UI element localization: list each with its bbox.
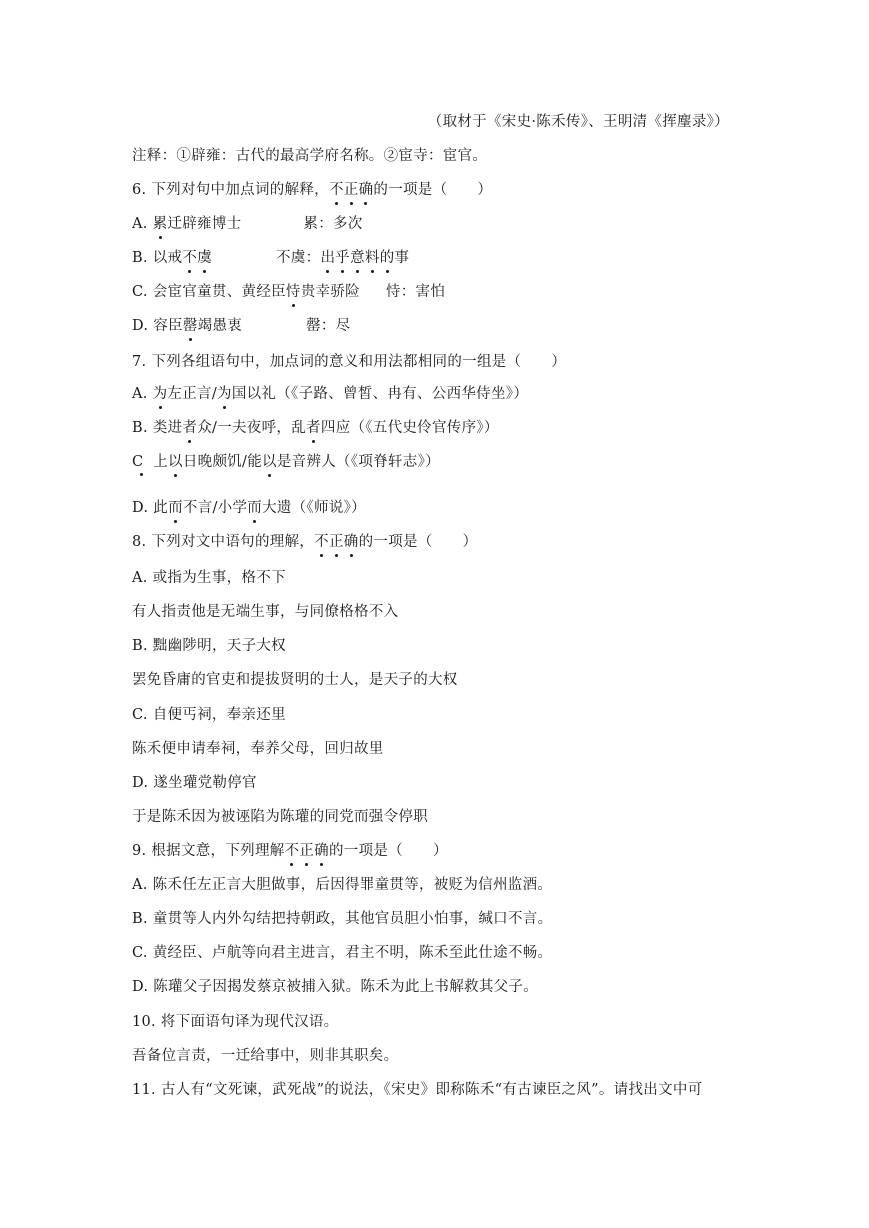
question-8-item-b-reading: 罢免昏庸的官吏和提拔贤明的士人，是天子的大权	[132, 672, 458, 688]
annotation-note: 注释：①辟雍：古代的最高学府名称。②宦寺：宦官。	[132, 148, 488, 164]
question-7-stem: 7. 下列各组语句中，加点词的意义和用法都相同的一组是（ ）	[132, 354, 567, 370]
question-9-option-c: C. 黄经臣、卢航等向君主进言，君主不明，陈禾至此仕途不畅。	[132, 945, 553, 961]
question-9-option-d: D. 陈瓘父子因揭发蔡京被捕入狱。陈禾为此上书解救其父子。	[132, 979, 539, 995]
question-7-option-b: B. 类进者众/一夫夜呼，乱者四应（《五代史伶官传序》）	[132, 420, 499, 436]
question-6-option-d: D. 容臣罄竭愚衷 罄：尽	[132, 318, 351, 334]
question-8-stem: 8. 下列对文中语句的理解，不正确的一项是（ ）	[132, 534, 478, 550]
question-7-option-c: C 上以日晚颇饥/能以是音辨人（《项脊轩志》）	[132, 454, 440, 470]
question-6-stem: 6. 下列对句中加点词的解释，不正确的一项是（ ）	[132, 182, 493, 198]
question-10-sentence: 吾备位言责，一迁给事中，则非其职矣。	[132, 1048, 399, 1064]
question-6-option-c: C. 会宦官童贯、黄经臣恃贵幸骄险 恃：害怕	[132, 284, 446, 300]
question-9-option-a: A. 陈禾任左正言大胆做事，后因得罪童贯等，被贬为信州监酒。	[132, 877, 553, 893]
question-9-stem: 9. 根据文意，下列理解不正确的一项是（ ）	[132, 843, 448, 859]
question-7-option-a: A. 为左正言/为国以礼（《子路、曾皙、冉有、公西华侍坐》）	[132, 386, 529, 402]
question-10-stem: 10. 将下面语句译为现代汉语。	[132, 1014, 339, 1030]
source-citation: （取材于《宋史·陈禾传》、王明清《挥麈录》）	[427, 114, 729, 130]
question-7-option-d: D. 此而不言/小学而大遗（《师说》）	[132, 500, 366, 516]
question-8-item-a-reading: 有人指责他是无端生事，与同僚格格不入	[132, 604, 399, 620]
question-9-option-b: B. 童贯等人内外勾结把持朝政，其他官员胆小怕事，缄口不言。	[132, 911, 553, 927]
question-8-item-b-quote: B. 黜幽陟明，天子大权	[132, 638, 286, 654]
question-6-option-b: B. 以戒不虞 不虞：出乎意料的事	[132, 250, 410, 266]
question-8-item-a-quote: A. 或指为生事，格不下	[132, 570, 286, 586]
question-8-item-c-quote: C. 自便丐祠，奉亲还里	[132, 707, 286, 723]
question-8-item-c-reading: 陈禾便申请奉祠，奉养父母，回归故里	[132, 741, 384, 757]
question-11-stem: 11. 古人有“文死谏，武死战”的说法，《宋史》即称陈禾“有古谏臣之风”。请找出文中可	[132, 1082, 703, 1098]
question-6-option-a: A. 累迁辟雍博士 累：多次	[132, 216, 363, 232]
question-8-item-d-quote: D. 遂坐瓘党勒停官	[132, 775, 257, 791]
question-8-item-d-reading: 于是陈禾因为被诬陷为陈瓘的同党而强令停职	[132, 809, 428, 825]
stray-dot-mark	[140, 473, 143, 476]
